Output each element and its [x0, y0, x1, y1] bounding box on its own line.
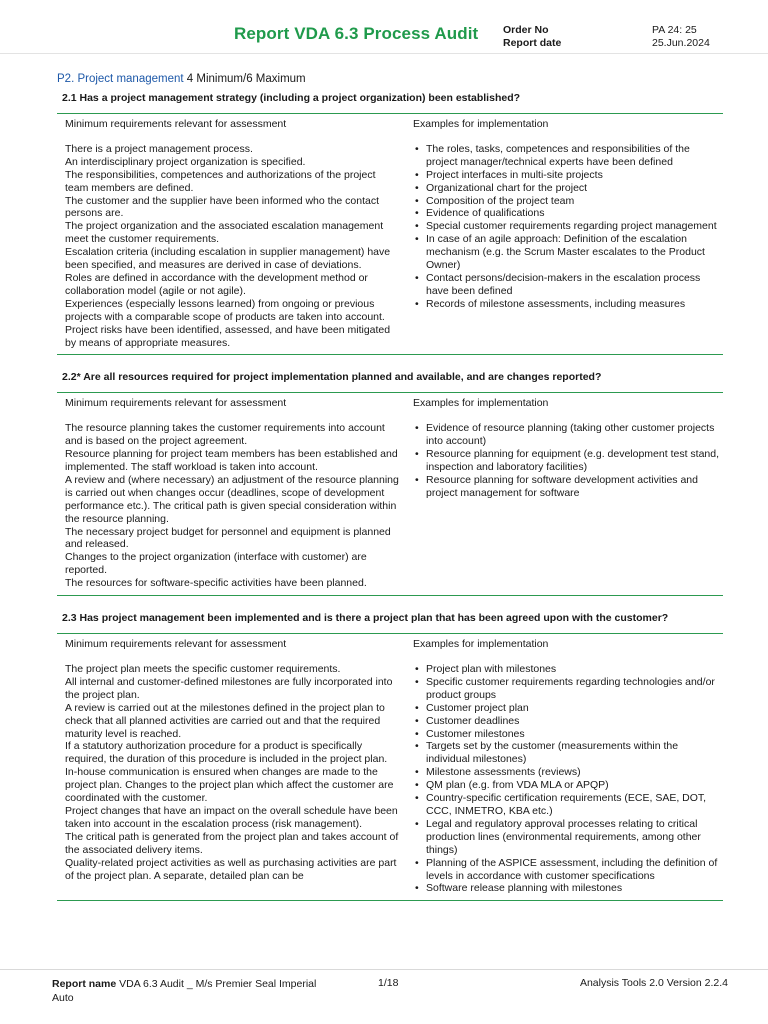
example-item: • Legal and regulatory approval processes relating to critical production lines (environmental requirements, among other things)	[413, 818, 723, 857]
requirement-item: The necessary project budget for personnel and equipment is planned and released.	[65, 525, 391, 551]
question-table	[57, 113, 723, 355]
example-item: • Project interfaces in multi-site projects	[413, 169, 723, 182]
requirement-item: The responsibilities, competences and authorizations of the project team members are defined.	[65, 168, 376, 194]
examples-column	[405, 638, 723, 895]
examples-header: Examples for implementation	[413, 638, 549, 651]
question-title: 2.2* Are all resources required for project implementation planned and available, and are changes reported?	[62, 371, 602, 384]
example-item: • Specific customer requirements regarding technologies and/or product groups	[413, 676, 723, 702]
requirement-item: An interdisciplinary project organization is specified.	[65, 155, 306, 168]
report-content	[57, 72, 723, 917]
header-labels	[503, 24, 561, 50]
example-item: • Evidence of resource planning (taking other customer projects into account)	[413, 422, 723, 448]
requirement-item: Changes to the project organization (interface with customer) are reported.	[65, 551, 367, 577]
example-item: • Resource planning for software development activities and project management for software	[413, 474, 723, 500]
requirement-item: The resources for software-specific activities have been planned.	[65, 577, 367, 590]
question-list	[57, 92, 723, 901]
question-title: 2.3 Has project management been implemented and is there a project plan that has been agreed upon with the customer?	[62, 612, 669, 625]
example-item: • Customer deadlines	[413, 715, 723, 728]
report-title: Report VDA 6.3 Process Audit	[234, 24, 479, 43]
question-table	[57, 392, 723, 596]
example-item: • Composition of the project team	[413, 195, 723, 208]
examples-list	[413, 422, 723, 499]
page-header	[0, 0, 768, 54]
requirement-item: Experiences (especially lessons learned) from ongoing or previous projects with a comparable scope of products are taken into account.	[65, 297, 385, 323]
example-item: • Milestone assessments (reviews)	[413, 766, 723, 779]
requirement-item: Quality-related project activities as well as purchasing activities are part of the project plan. A separate, detailed plan can be	[65, 856, 397, 882]
header-values	[652, 24, 710, 50]
question-block	[57, 371, 723, 596]
examples-list	[413, 143, 723, 311]
example-item: • Customer milestones	[413, 728, 723, 741]
requirement-item: There is a project management process.	[65, 142, 253, 155]
requirement-item: The customer and the supplier have been informed who the contact persons are.	[65, 194, 380, 220]
requirement-item: The project organization and the associated escalation management meet the customer requirements.	[65, 220, 384, 246]
requirements-column	[57, 118, 405, 349]
requirement-item: The resource planning takes the customer requirements into account and is based on the project agreement.	[65, 422, 385, 448]
question-block	[57, 612, 723, 901]
examples-list	[413, 663, 723, 895]
report-name	[52, 977, 322, 1005]
question-block	[57, 92, 723, 355]
example-item: • The roles, tasks, competences and responsibilities of the project manager/technical experts have been defined	[413, 143, 723, 169]
requirements-header: Minimum requirements relevant for assessment	[65, 397, 287, 410]
section-name: P2. Project management	[57, 73, 184, 85]
page-footer	[0, 969, 768, 1024]
examples-column	[405, 397, 723, 590]
section-heading	[57, 72, 723, 86]
requirement-item: Roles are defined in accordance with the development method or collaboration model (agile or not agile).	[65, 271, 368, 297]
requirement-item: If a statutory authorization procedure for a product is specifically required, the duration of this procedure is included in the project plan.	[65, 740, 388, 766]
page-number: 1/18	[378, 977, 399, 989]
examples-column	[405, 118, 723, 349]
report-date-value: 25.Jun.2024	[652, 37, 710, 49]
example-item: • In case of an agile approach: Definition of the escalation mechanism (e.g. the Scrum Master escalates to the Product Owner)	[413, 233, 723, 272]
requirement-item: Escalation criteria (including escalation in supplier management) have been specified, and measures are derived in case of deviations.	[65, 246, 391, 272]
requirements-column	[57, 638, 405, 895]
requirement-item: A review and (where necessary) an adjustment of the resource planning is carried out when changes occur (deadlines, scope of development performance etc.). The critical path is given special consideration within the resource planning.	[65, 473, 399, 525]
requirement-item: The project plan meets the specific customer requirements.	[65, 663, 341, 675]
example-item: • Special customer requirements regarding project management	[413, 220, 723, 233]
section-range: 4 Minimum/6 Maximum	[183, 73, 306, 85]
requirements-header: Minimum requirements relevant for assessment	[65, 638, 287, 651]
report-name-value: VDA 6.3 Audit _ M/s Premier Seal Imperial Auto	[52, 978, 317, 1004]
report-name-label: Report name	[52, 978, 117, 990]
examples-header: Examples for implementation	[413, 118, 549, 130]
requirement-item: Project changes that have an impact on the overall schedule have been taken into account in the escalation process (risk management).	[65, 804, 398, 830]
order-no-value: PA 24: 25	[652, 24, 697, 36]
example-item: • Targets set by the customer (measurements within the individual milestones)	[413, 740, 723, 766]
example-item: • Country-specific certification requirements (ECE, SAE, DOT, CCC, INMETRO, KBA etc.)	[413, 792, 723, 818]
requirement-item: A review is carried out at the milestones defined in the project plan to check that all planned activities are carried out and that the required maturity level is reached.	[65, 701, 385, 740]
example-item: • QM plan (e.g. from VDA MLA or APQP)	[413, 779, 723, 792]
requirement-item: In-house communication is ensured when changes are made to the project plan. Changes to the project plan which affect the customer are coordinated with the customer.	[65, 766, 394, 805]
requirements-header: Minimum requirements relevant for assessment	[65, 118, 287, 130]
question-table	[57, 633, 723, 901]
example-item: • Software release planning with milestones	[413, 882, 723, 895]
requirement-item: Resource planning for project team members has been established and implemented. The staff workload is taken into account.	[65, 448, 398, 474]
requirements-column	[57, 397, 405, 590]
question-title: 2.1 Has a project management strategy (including a project organization) been established?	[62, 92, 521, 104]
requirement-item: Project risks have been identified, assessed, and have been mitigated by means of appropriate measures.	[65, 323, 391, 349]
example-item: • Organizational chart for the project	[413, 182, 723, 195]
example-item: • Evidence of qualifications	[413, 207, 723, 220]
example-item: • Resource planning for equipment (e.g. development test stand, inspection and laboratory facilities)	[413, 448, 723, 474]
example-item: • Customer project plan	[413, 702, 723, 715]
example-item: • Project plan with milestones	[413, 663, 723, 676]
order-no-label: Order No	[503, 24, 549, 36]
examples-header: Examples for implementation	[413, 397, 549, 410]
requirement-item: All internal and customer-defined milestones are fully incorporated into the project plan.	[65, 675, 393, 701]
requirement-item: The critical path is generated from the project plan and takes account of the associated delivery items.	[65, 830, 399, 856]
example-item: • Records of milestone assessments, including measures	[413, 298, 723, 311]
example-item: • Contact persons/decision-makers in the escalation process have been defined	[413, 272, 723, 298]
report-date-label: Report date	[503, 37, 562, 49]
example-item: • Planning of the ASPICE assessment, including the definition of levels in accordance with customer specifications	[413, 857, 723, 883]
tool-version: Analysis Tools 2.0 Version 2.2.4	[579, 977, 728, 989]
